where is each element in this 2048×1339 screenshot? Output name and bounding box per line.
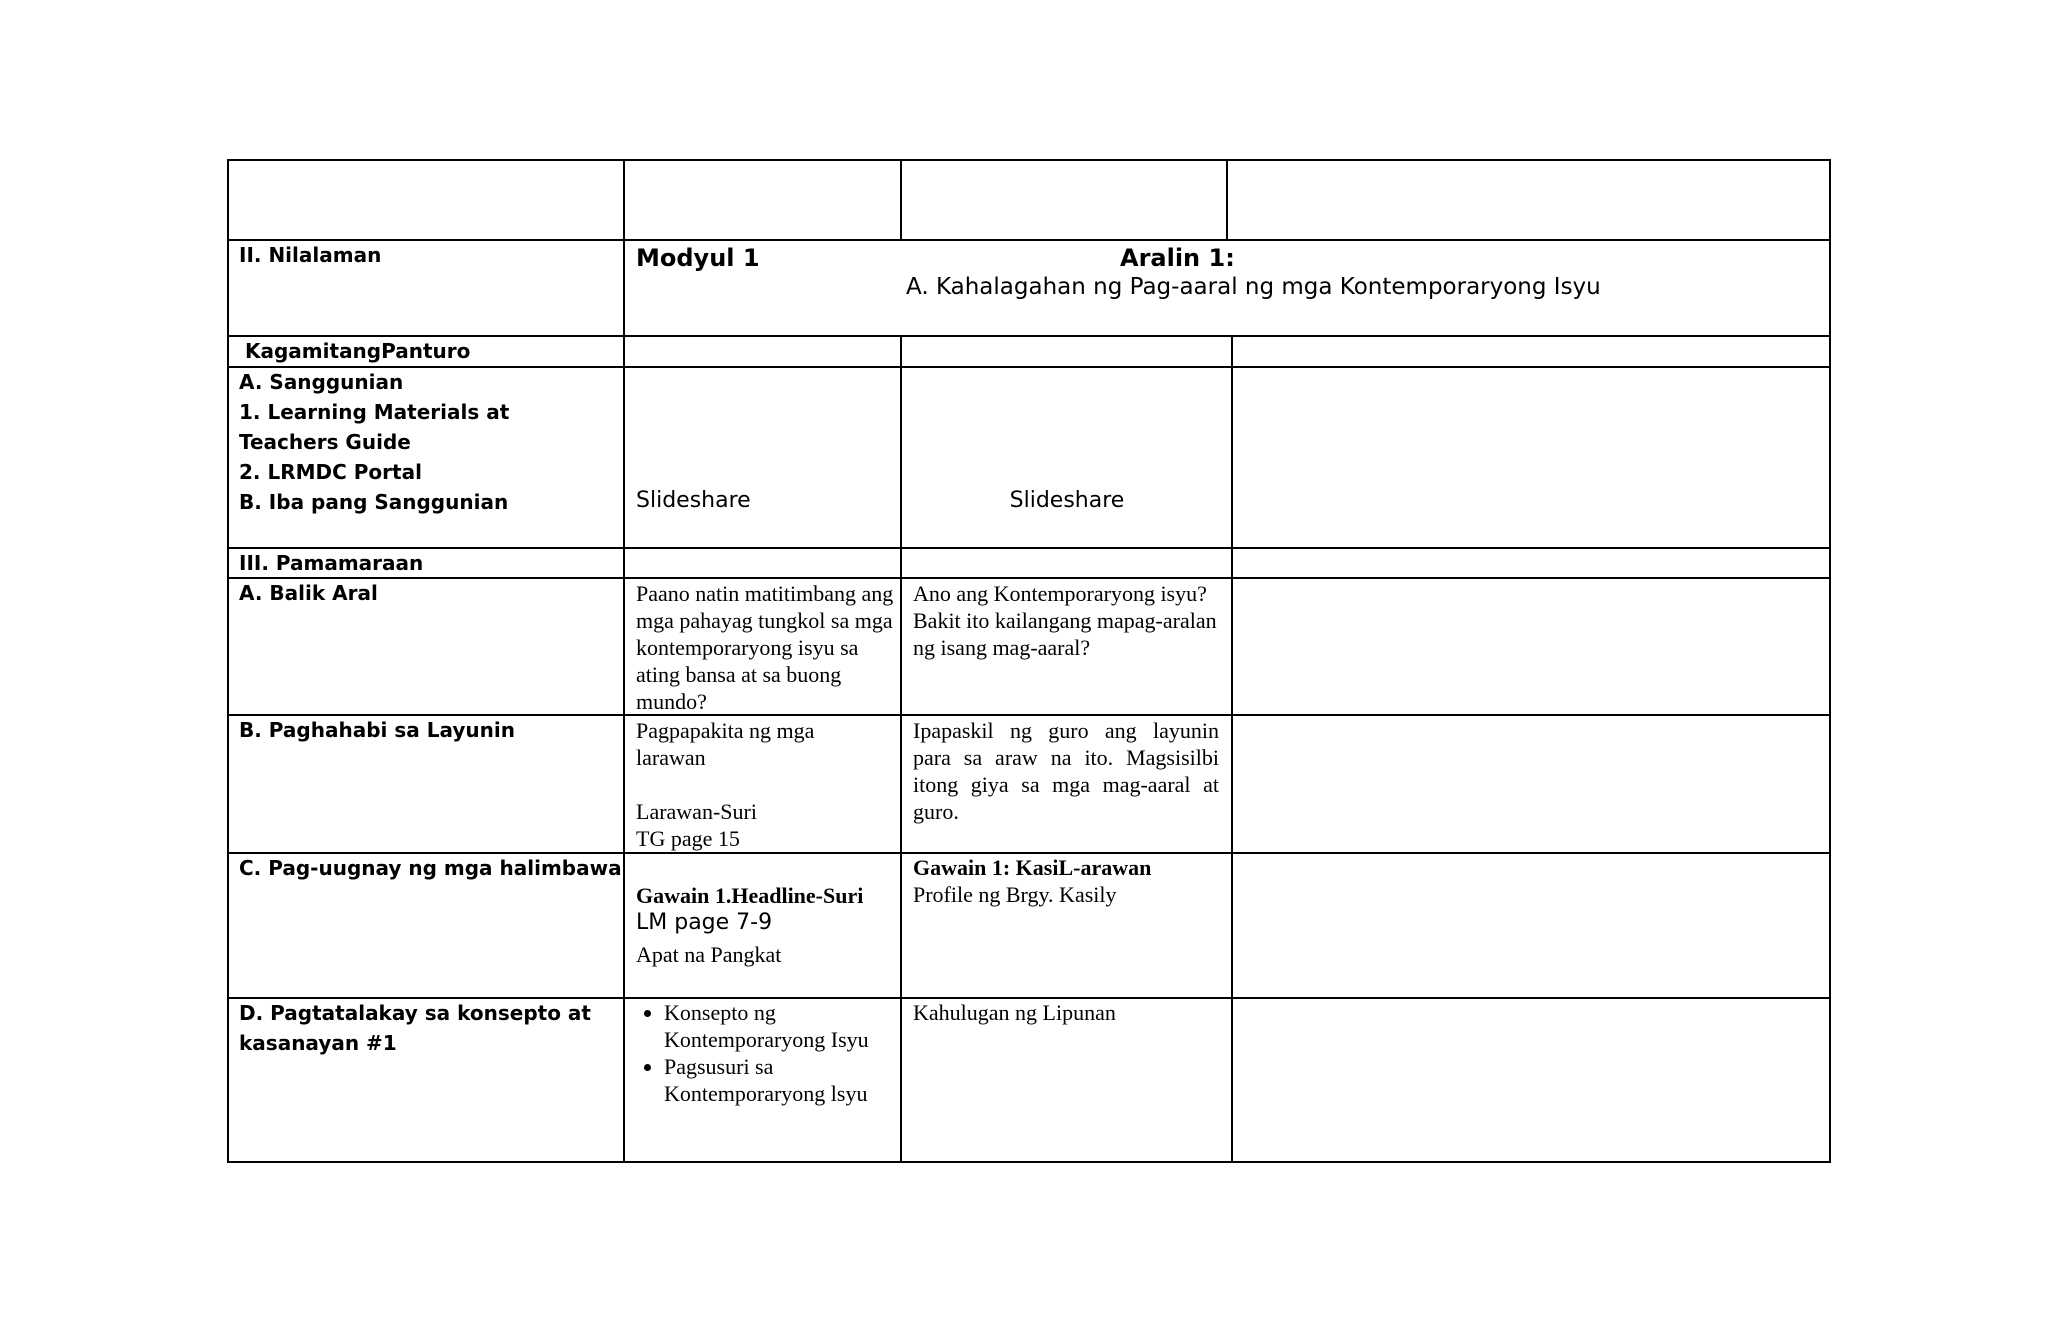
- paghahabi-col3: Ipapaskil ng guro ang layunin para sa araw na ito. Magsisilbi itong giya sa mga mag-aaral at guro.: [913, 718, 1219, 824]
- column-divider: [900, 159, 902, 239]
- row-divider: [227, 547, 1831, 549]
- paghahabi-text: Larawan-Suri: [636, 799, 757, 824]
- balik-aral-col2: Paano natin matitimbang ang mga pahayag tungkol sa mga kontemporaryong isyu sa ating bansa at sa buong mundo?: [636, 581, 894, 714]
- lesson-plan-table: [227, 159, 1831, 1163]
- sanggunian-line: 1. Learning Materials at Teachers Guide: [239, 400, 510, 454]
- pag-uugnay-col3: [913, 854, 1223, 908]
- pag-uugnay-col2: [636, 882, 898, 968]
- bullet-list: [627, 999, 892, 1107]
- pagtatalakay-col3: Kahulugan ng Lipunan: [913, 1000, 1116, 1025]
- lesson-topic: A. Kahalagahan ng Pag-aaral ng mga Kontemporaryong Isyu: [906, 274, 1601, 300]
- sanggunian-col3: Slideshare: [1009, 488, 1125, 513]
- column-divider: [900, 335, 902, 1163]
- paghahabi-text: TG page 15: [636, 826, 740, 851]
- row-label-pamamaraan: III. Pamamaraan: [239, 551, 424, 575]
- gawain-title: Gawain 1.Headline-Suri: [636, 883, 864, 908]
- column-divider: [1231, 335, 1233, 1163]
- paghahabi-text: Pagpapakita ng mga larawan: [636, 718, 815, 770]
- row-label-nilalaman: II. Nilalaman: [239, 243, 382, 267]
- row-label-pag-uugnay: C. Pag-uugnay ng mga halimbawa: [239, 856, 622, 880]
- row-divider: [227, 239, 1831, 241]
- sanggunian-line: 2. LRMDC Portal: [239, 460, 422, 484]
- gawain-title: Gawain 1: KasiL-arawan: [913, 855, 1152, 880]
- aralin-title: Aralin 1:: [1120, 244, 1235, 272]
- row-label-paghahabi: B. Paghahabi sa Layunin: [239, 718, 515, 742]
- gawain-text: Profile ng Brgy. Kasily: [913, 882, 1117, 907]
- sanggunian-line: B. Iba pang Sanggunian: [239, 490, 509, 514]
- row-label-pagtatalakay: D. Pagtatalakay sa konsepto at kasanayan #1: [239, 1001, 591, 1055]
- pagtatalakay-col2: [627, 999, 892, 1107]
- column-divider: [1226, 159, 1228, 239]
- list-item: • Pagsusuri sa Kontemporaryong lsyu: [664, 1053, 892, 1107]
- balik-aral-col3: Ano ang Kontemporaryong isyu? Bakit ito kailangang mapag-aralan ng isang mag-aaral?: [913, 581, 1217, 660]
- sanggunian-list: [239, 367, 609, 517]
- row-divider: [227, 577, 1831, 579]
- modyul-title: Modyul 1: [636, 244, 760, 272]
- row-label-kagamitan: KagamitangPanturo: [245, 339, 471, 363]
- gawain-text: Apat na Pangkat: [636, 942, 782, 967]
- gawain-text: LM page 7-9: [636, 910, 773, 935]
- table-border-bottom: [227, 1161, 1831, 1163]
- column-divider: [623, 159, 625, 1163]
- list-item: • Konsepto ng Kontemporaryong Isyu: [664, 999, 892, 1053]
- table-border-left: [227, 159, 229, 1163]
- sanggunian-line: A. Sanggunian: [239, 370, 404, 394]
- table-border-right: [1829, 159, 1831, 1163]
- table-border-top: [227, 159, 1831, 161]
- row-label-balik-aral: A. Balik Aral: [239, 581, 378, 605]
- paghahabi-col2: [636, 717, 886, 852]
- sanggunian-col2: Slideshare: [636, 488, 751, 513]
